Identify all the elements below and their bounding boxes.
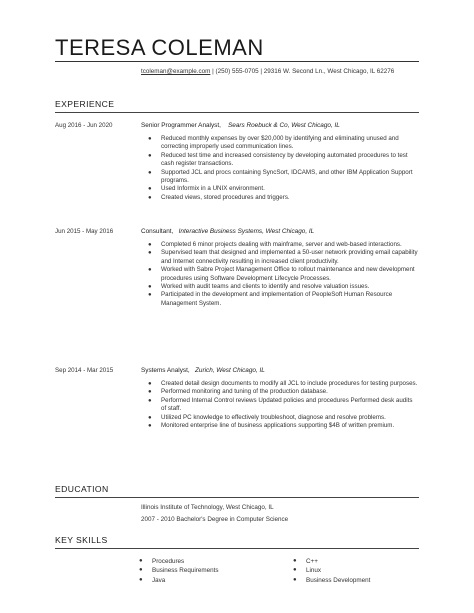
job-bullets bbox=[148, 380, 419, 430]
experience-divider bbox=[55, 112, 419, 113]
job-title-line bbox=[141, 367, 265, 374]
education-heading: EDUCATION bbox=[55, 484, 109, 494]
job-bullets bbox=[148, 241, 419, 308]
job-role: Senior Programmer Analyst, bbox=[141, 122, 221, 129]
skill-item: ● Java bbox=[139, 576, 166, 584]
skill-item: ● C++ bbox=[293, 558, 318, 565]
job-bullets bbox=[148, 135, 419, 202]
contact-details: | (250) 555-0705 | 29316 W. Second Ln., West Chicago, IL 62276 bbox=[210, 68, 395, 75]
skills-heading: KEY SKILLS bbox=[55, 535, 108, 545]
bullet-item: ● Participated in the development and implementation of PeopleSoft Human Resource Management System. bbox=[148, 291, 393, 307]
bullet-item: ● Utilized PC knowledge to effectively troubleshoot, diagnose and resolve problems. bbox=[148, 413, 386, 421]
education-divider bbox=[55, 497, 419, 498]
bullet-item: ● Performed Internal Control reviews Updated policies and procedures Performed desk audits of staff. bbox=[148, 396, 413, 413]
bullet-item: ● Reduced test time and increased consistency by developing automated procedures to test cash register transactions. bbox=[148, 151, 408, 168]
skill-item: ● Procedures bbox=[139, 558, 185, 565]
bullet-item: ● Created detail design documents to modify all JCL to include procedures for testing purposes. bbox=[148, 380, 418, 387]
contact-info bbox=[141, 67, 423, 77]
job-dates: Sep 2014 - Mar 2015 bbox=[55, 367, 114, 374]
job-dates: Aug 2016 - Jun 2020 bbox=[55, 122, 113, 129]
bullet-item: ● Used Informix in a UNIX environment. bbox=[148, 185, 265, 193]
skill-item: ● Linux bbox=[293, 567, 322, 575]
bullet-item: ● Reduced monthly expenses by over $20,000 by identifying and eliminating unused and correcting improperly used communication lines. bbox=[148, 135, 399, 151]
bullet-item: ● Monitored enterprise line of business applications supporting $4B of written premium. bbox=[148, 422, 395, 430]
bullet-item: ● Created views, stored procedures and triggers. bbox=[148, 193, 290, 201]
bullet-item: ● Worked with Sabre Project Management Office to rollout maintenance and new development procedures using Software Development Lifecycle Processes. bbox=[148, 266, 415, 282]
email-link[interactable]: tcoleman@example.com bbox=[141, 68, 211, 75]
job-company: Zurich, West Chicago, IL bbox=[195, 367, 265, 374]
skills-divider bbox=[55, 548, 419, 549]
bullet-item: ● Performed monitoring and tuning of the production database. bbox=[148, 388, 328, 396]
skill-item: ● Business Requirements bbox=[139, 567, 219, 575]
job-company: Interactive Business Systems, West Chicago, IL bbox=[178, 228, 315, 235]
candidate-name: TERESA COLEMAN bbox=[55, 35, 264, 60]
skills-list-left bbox=[139, 557, 219, 585]
job-title-line bbox=[141, 122, 340, 129]
bullet-item: ● Worked with audit teams and clients to identify and resolve valuation issues. bbox=[148, 283, 370, 291]
skills-list-right bbox=[293, 557, 371, 585]
job-company: Sears Roebuck & Co, West Chicago, IL bbox=[228, 122, 340, 129]
bullet-item: ● Supported JCL and procs containing SyncSort, IDCAMS, and other IBM Application Support programs. bbox=[148, 168, 413, 185]
job-title-line bbox=[141, 228, 314, 235]
name-divider bbox=[55, 61, 419, 62]
education-school: Illinois Institute of Technology, West Chicago, IL bbox=[141, 504, 274, 511]
job-role: Consultant, bbox=[141, 228, 174, 235]
bullet-item: ● Supervised team that designed and implemented a 50-user network providing email capability and Internet connectivity resulting in increased client productivity. bbox=[148, 249, 418, 265]
education-degree: 2007 - 2010 Bachelor's Degree in Computer Science bbox=[141, 516, 289, 523]
job-role: Systems Analyst, bbox=[141, 367, 190, 374]
job-dates: Jun 2015 - May 2016 bbox=[55, 228, 114, 235]
skill-item: ● Business Development bbox=[293, 576, 371, 584]
bullet-item: ● Completed 6 minor projects dealing with mainframe, server and web-based interactions. bbox=[148, 241, 402, 248]
experience-heading: EXPERIENCE bbox=[55, 99, 115, 109]
